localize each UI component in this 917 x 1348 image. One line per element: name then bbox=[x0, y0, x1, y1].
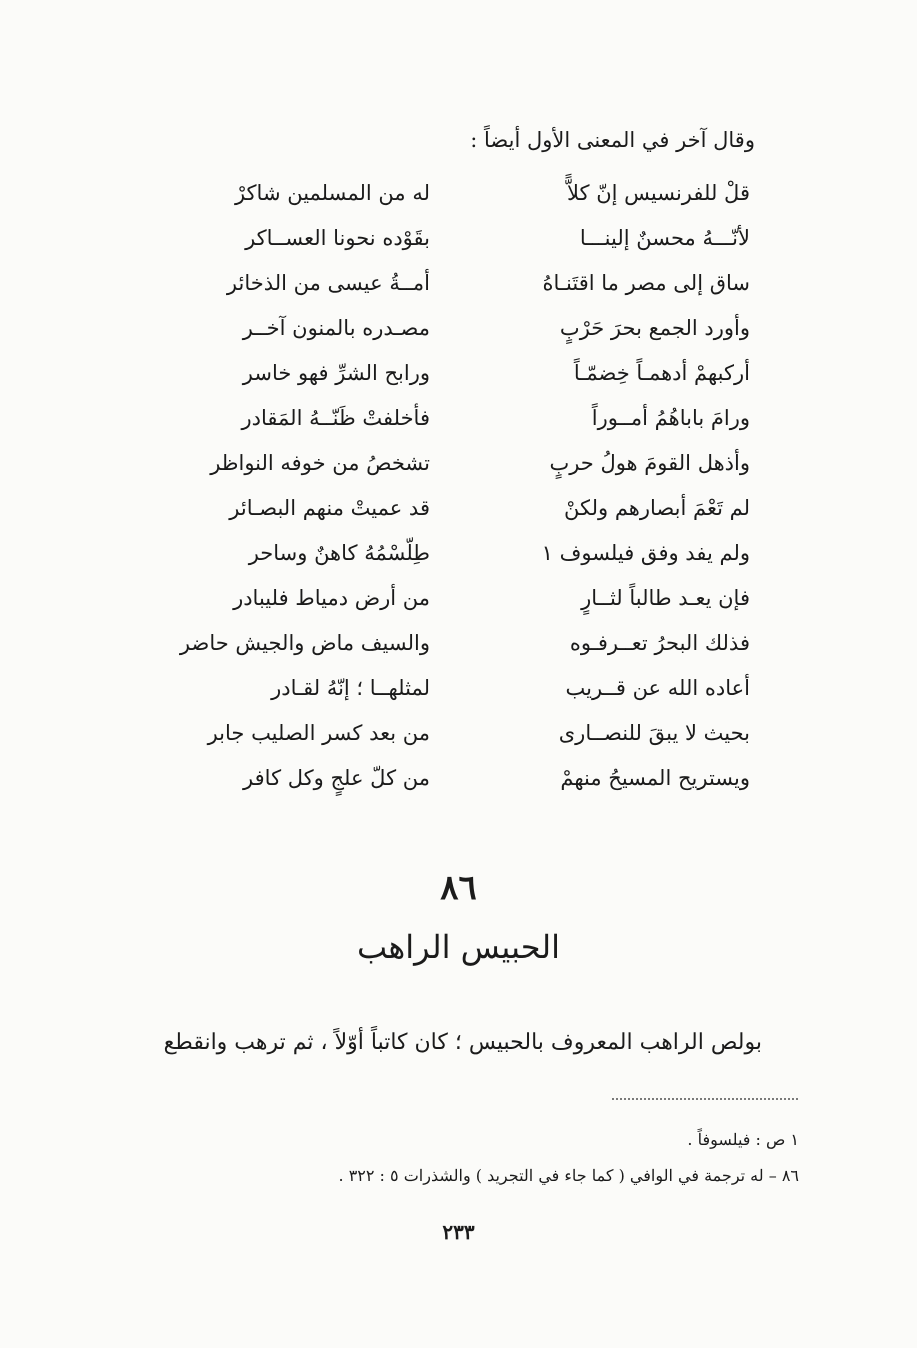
verse bbox=[150, 361, 760, 407]
verse bbox=[150, 676, 760, 722]
verse-second-hemistich: لمثلهــا ؛ إنّهُ لقـادر bbox=[271, 676, 430, 700]
verse-first-hemistich: ورامَ باباهُمُ أمــوراً bbox=[591, 406, 750, 430]
footnote: ٨٦ – له ترجمة في الوافي ( كما جاء في التجريد ) والشذرات ٥ : ٣٢٢ . bbox=[338, 1166, 799, 1185]
verse-second-hemistich: من بعد كسر الصليب جابر bbox=[207, 721, 430, 745]
verse-first-hemistich: ويستريح المسيحُ منهمْ bbox=[560, 766, 750, 790]
verse bbox=[150, 406, 760, 452]
verse bbox=[150, 586, 760, 632]
verse bbox=[150, 226, 760, 272]
verse-first-hemistich: أعاده الله عن قــريب bbox=[565, 676, 750, 700]
verse-first-hemistich: لأنّـــهُ محسنٌ إلينـــا bbox=[579, 226, 750, 250]
poem-intro: وقال آخر في المعنى الأول أيضاً : bbox=[470, 128, 755, 152]
verse-second-hemistich: له من المسلمين شاكرْ bbox=[234, 181, 430, 205]
verse-first-hemistich: فذلك البحرُ تعــرفـوه bbox=[569, 631, 750, 655]
verse-first-hemistich: فإن يعـد طالباً لثــارٍ bbox=[581, 586, 750, 610]
verse bbox=[150, 541, 760, 587]
footnote-divider bbox=[612, 1098, 798, 1100]
verse-first-hemistich: قلْ للفرنسيس إنّ كلاًّ bbox=[566, 181, 750, 205]
verse bbox=[150, 316, 760, 362]
verse-second-hemistich: بقَوْده نحونا العســاكر bbox=[245, 226, 430, 250]
verse-second-hemistich: طِلّسْمُهُ كاهنٌ وساحر bbox=[248, 541, 430, 565]
verse-second-hemistich: أمــةُ عيسى من الذخائر bbox=[226, 271, 430, 295]
verse-first-hemistich: ولم يفد وفق فيلسوف ١ bbox=[541, 541, 750, 565]
section-body-text: بولص الراهب المعروف بالحبيس ؛ كان كاتباً أوّلاً ، ثم ترهب وانقطع bbox=[163, 1030, 762, 1055]
verse bbox=[150, 721, 760, 767]
verse-first-hemistich: أركبهمْ أدهمـاً خِضمّـاً bbox=[573, 361, 750, 385]
section-title: الحبيس الراهب bbox=[356, 928, 561, 966]
verse-second-hemistich: من كلّ علجٍ وكل كافر bbox=[243, 766, 430, 790]
verse bbox=[150, 496, 760, 542]
verse-first-hemistich: بحيث لا يبقَ للنصــارى bbox=[558, 721, 750, 745]
verse-first-hemistich: ساق إلى مصر ما اقتَنـاهُ bbox=[542, 271, 750, 295]
verse bbox=[150, 451, 760, 497]
verse-second-hemistich: من أرض دمياط فليبادر bbox=[233, 586, 430, 610]
verse-second-hemistich: مصـدره بالمنون آخــر bbox=[242, 316, 430, 340]
verse-first-hemistich: وأذهل القومَ هولُ حربٍ bbox=[549, 451, 750, 475]
verse-first-hemistich: لم تَعْمَ أبصارهم ولكنْ bbox=[564, 496, 750, 520]
section-number: ٨٦ bbox=[440, 868, 477, 908]
verse-second-hemistich: فأخلفتْ ظَنّــهُ المَقادر bbox=[241, 406, 430, 430]
verse-second-hemistich: ورابح الشرِّ فهو خاسر bbox=[242, 361, 430, 385]
poem bbox=[150, 181, 760, 811]
verse-second-hemistich: قد عميتْ منهم البصـائر bbox=[229, 496, 430, 520]
verse-first-hemistich: وأورد الجمع بحرَ حَرْبٍ bbox=[559, 316, 750, 340]
verse bbox=[150, 271, 760, 317]
verse-second-hemistich: والسيف ماض والجيش حاضر bbox=[179, 631, 430, 655]
verse-second-hemistich: تشخصُ من خوفه النواظر bbox=[210, 451, 430, 475]
verse bbox=[150, 766, 760, 812]
footnote: ١ ص : فيلسوفاً . bbox=[687, 1130, 799, 1149]
page-number: ٢٣٣ bbox=[442, 1220, 475, 1244]
verse bbox=[150, 631, 760, 677]
verse bbox=[150, 181, 760, 227]
